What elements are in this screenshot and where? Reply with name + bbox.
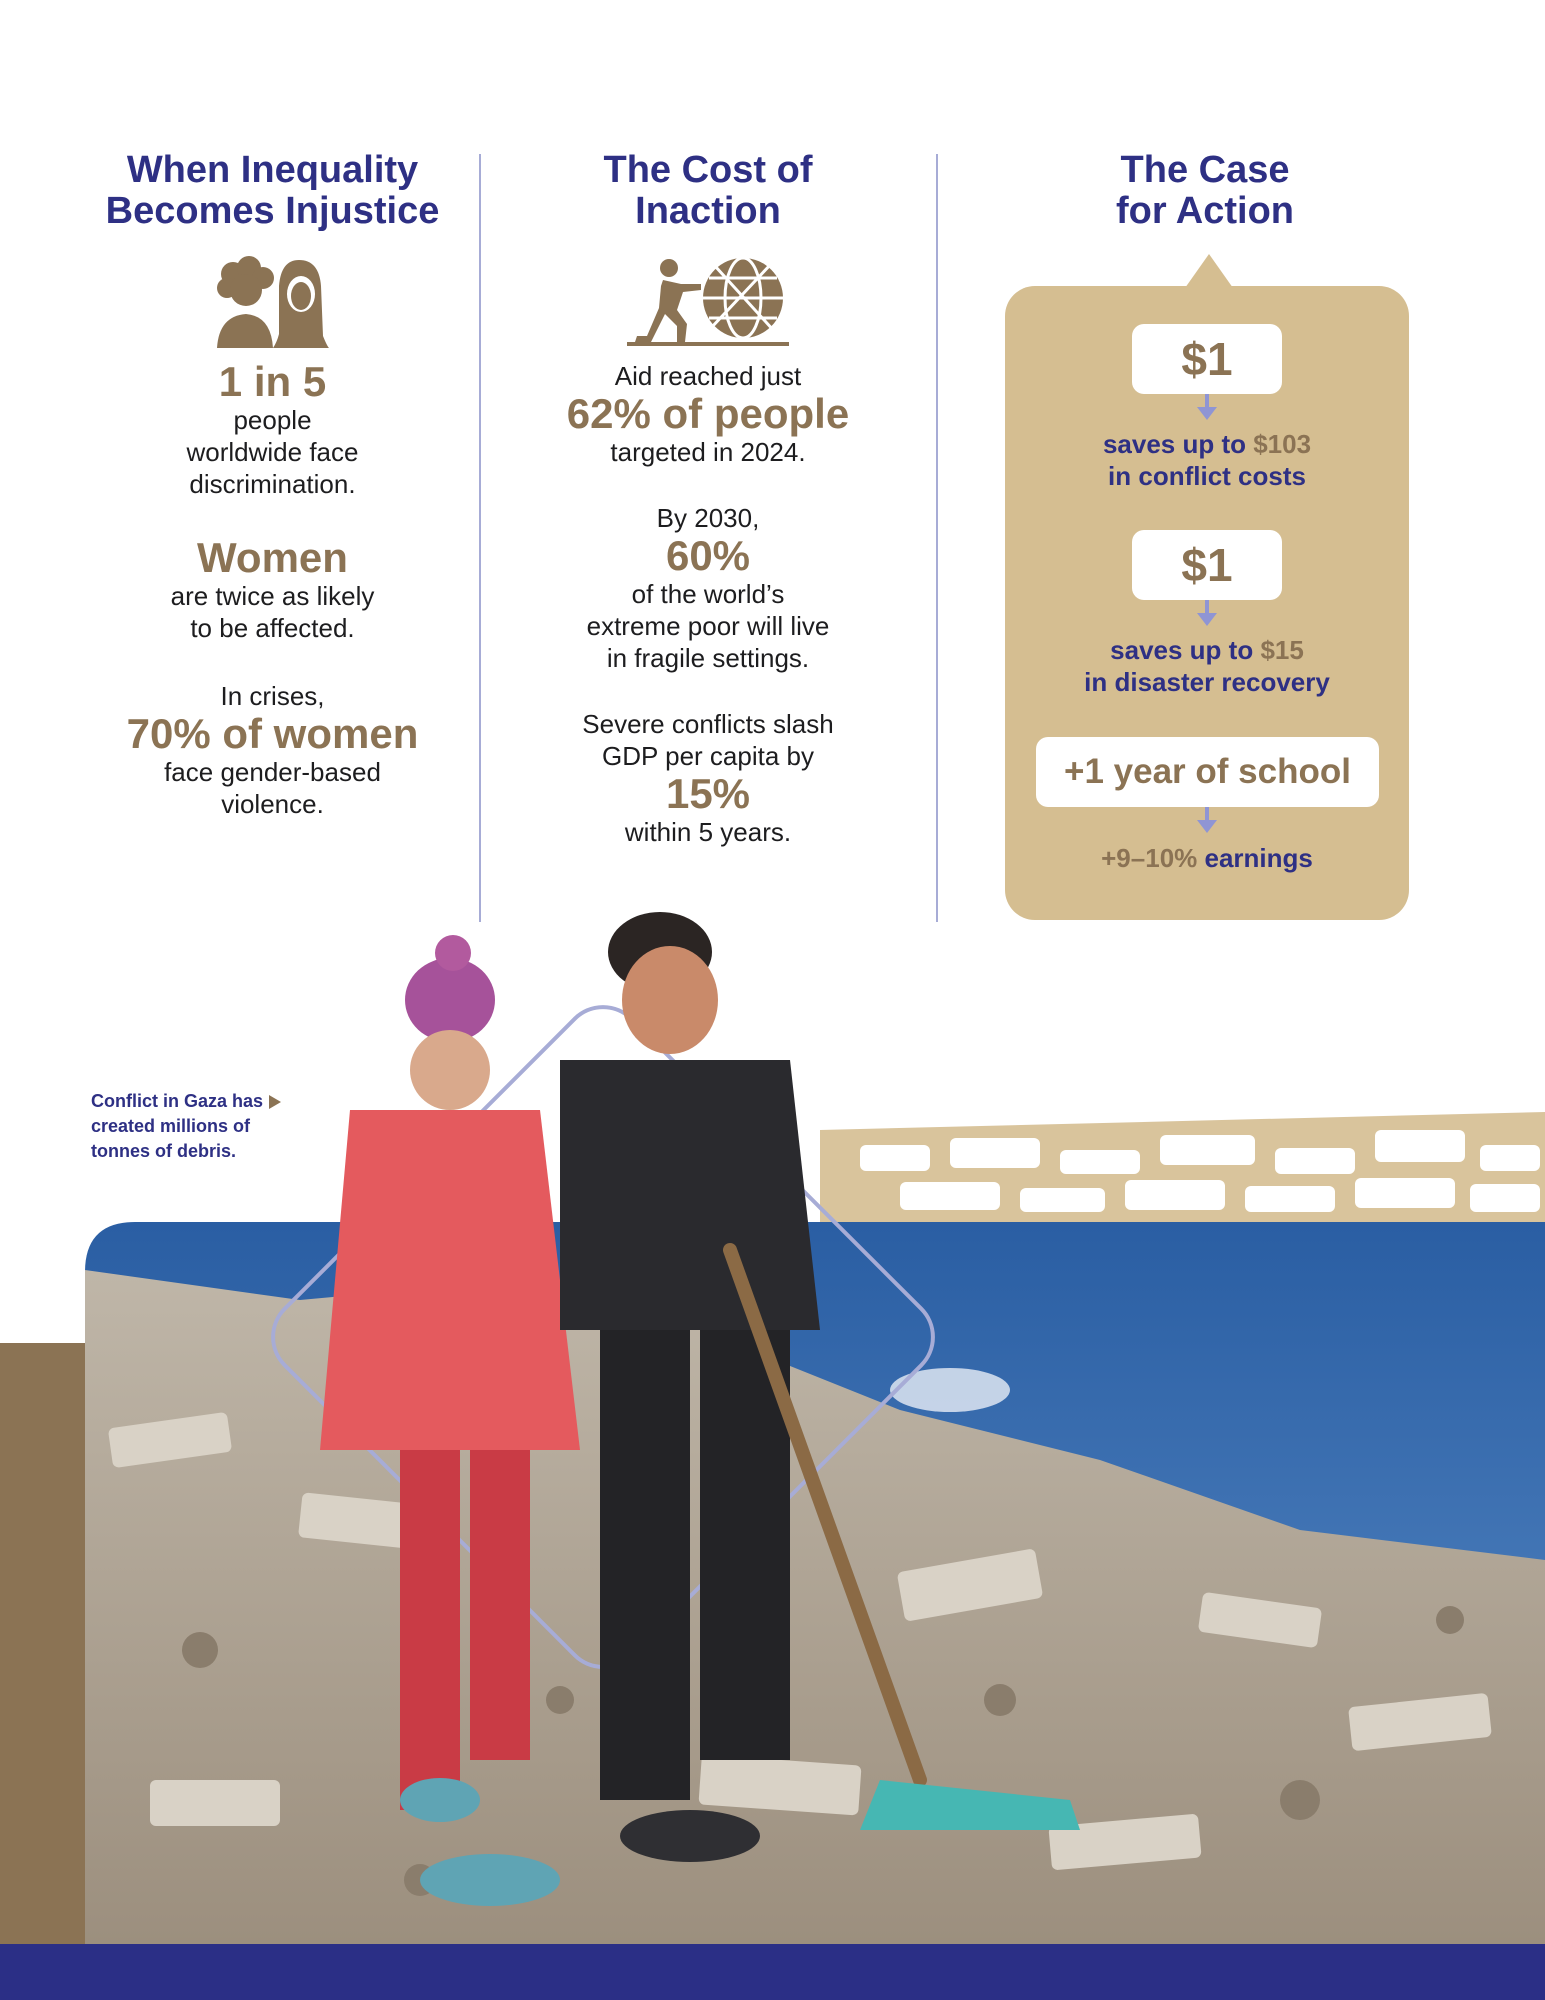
stat-block xyxy=(70,536,475,644)
action-box-pointer xyxy=(1185,254,1233,288)
stat-text: within 5 years. xyxy=(624,817,792,847)
column-heading xyxy=(70,150,475,232)
heading-line-2: Inaction xyxy=(635,190,781,232)
saves-amount: +9–10% xyxy=(1101,843,1198,873)
photo-caption xyxy=(91,1089,301,1164)
saves-prefix: saves up to xyxy=(1110,635,1261,665)
stat-text: In crises, xyxy=(220,681,325,711)
saves-suffix: earnings xyxy=(1197,843,1313,873)
saves-line-2: in conflict costs xyxy=(1108,461,1306,491)
heading-line-1: The Cost of xyxy=(603,149,813,191)
footer-band xyxy=(0,1944,1545,2000)
women-icon xyxy=(213,254,333,350)
saves-line-2: in disaster recovery xyxy=(1084,667,1330,697)
stat-block xyxy=(486,502,930,674)
saves-text xyxy=(1005,842,1409,874)
column-inequality xyxy=(70,150,475,820)
stat-text: extreme poor will live xyxy=(586,611,830,641)
heading-line-2: Becomes Injustice xyxy=(105,190,440,232)
caption-line: created millions of xyxy=(91,1116,251,1136)
saves-text xyxy=(1005,428,1409,492)
stat-text: violence. xyxy=(221,789,324,819)
stat-text: of the world’s xyxy=(631,579,785,609)
heading-line-1: When Inequality xyxy=(126,149,419,191)
stat-block xyxy=(70,680,475,820)
arrow-down-icon xyxy=(1195,600,1219,628)
stat-value: 15% xyxy=(665,770,751,817)
saves-text xyxy=(1005,634,1409,698)
stat-text: are twice as likely xyxy=(170,581,375,611)
caption-line: Conflict in Gaza has xyxy=(91,1091,264,1111)
stat-block xyxy=(486,708,930,848)
caption-arrow-icon xyxy=(268,1094,282,1110)
stat-text: GDP per capita by xyxy=(602,741,814,771)
stat-block xyxy=(70,360,475,500)
column-case-for-action xyxy=(990,150,1420,232)
saves-prefix: saves up to xyxy=(1102,429,1254,459)
stat-value: 1 in 5 xyxy=(218,358,327,405)
stat-text: Severe conflicts slash xyxy=(582,709,834,739)
heading-line-2: for Action xyxy=(1115,190,1294,232)
stat-value: 62% of people xyxy=(566,390,850,437)
column-divider xyxy=(936,154,938,922)
photo-children-in-rubble xyxy=(0,900,1545,1944)
stat-text: By 2030, xyxy=(656,503,760,533)
arrow-down-icon xyxy=(1195,394,1219,422)
stat-text: to be affected. xyxy=(190,613,355,643)
stat-value: 70% of women xyxy=(126,710,419,757)
stat-block xyxy=(486,360,930,468)
saves-amount: $15 xyxy=(1260,635,1304,665)
column-heading xyxy=(486,150,930,232)
column-heading xyxy=(990,150,1420,232)
caption-line: tonnes of debris. xyxy=(91,1141,237,1161)
saves-amount: $103 xyxy=(1253,429,1312,459)
column-cost-of-inaction xyxy=(486,150,930,848)
stat-text: in fragile settings. xyxy=(606,643,810,673)
value-pill: +1 year of school xyxy=(1036,737,1379,807)
value-pill: $1 xyxy=(1132,324,1282,394)
stat-text: Aid reached just xyxy=(614,361,802,391)
pushing-globe-icon xyxy=(623,254,793,350)
column-divider xyxy=(479,154,481,922)
value-pill: $1 xyxy=(1132,530,1282,600)
stat-text: face gender-based xyxy=(164,757,381,787)
stat-value: Women xyxy=(197,534,348,581)
stat-value: 60% xyxy=(665,532,751,579)
stat-text: discrimination. xyxy=(189,469,356,499)
arrow-down-icon xyxy=(1195,807,1219,835)
heading-line-1: The Case xyxy=(1120,149,1290,191)
stat-text: people xyxy=(233,405,312,435)
stat-text: worldwide face xyxy=(186,437,359,467)
stat-text: targeted in 2024. xyxy=(610,437,806,467)
